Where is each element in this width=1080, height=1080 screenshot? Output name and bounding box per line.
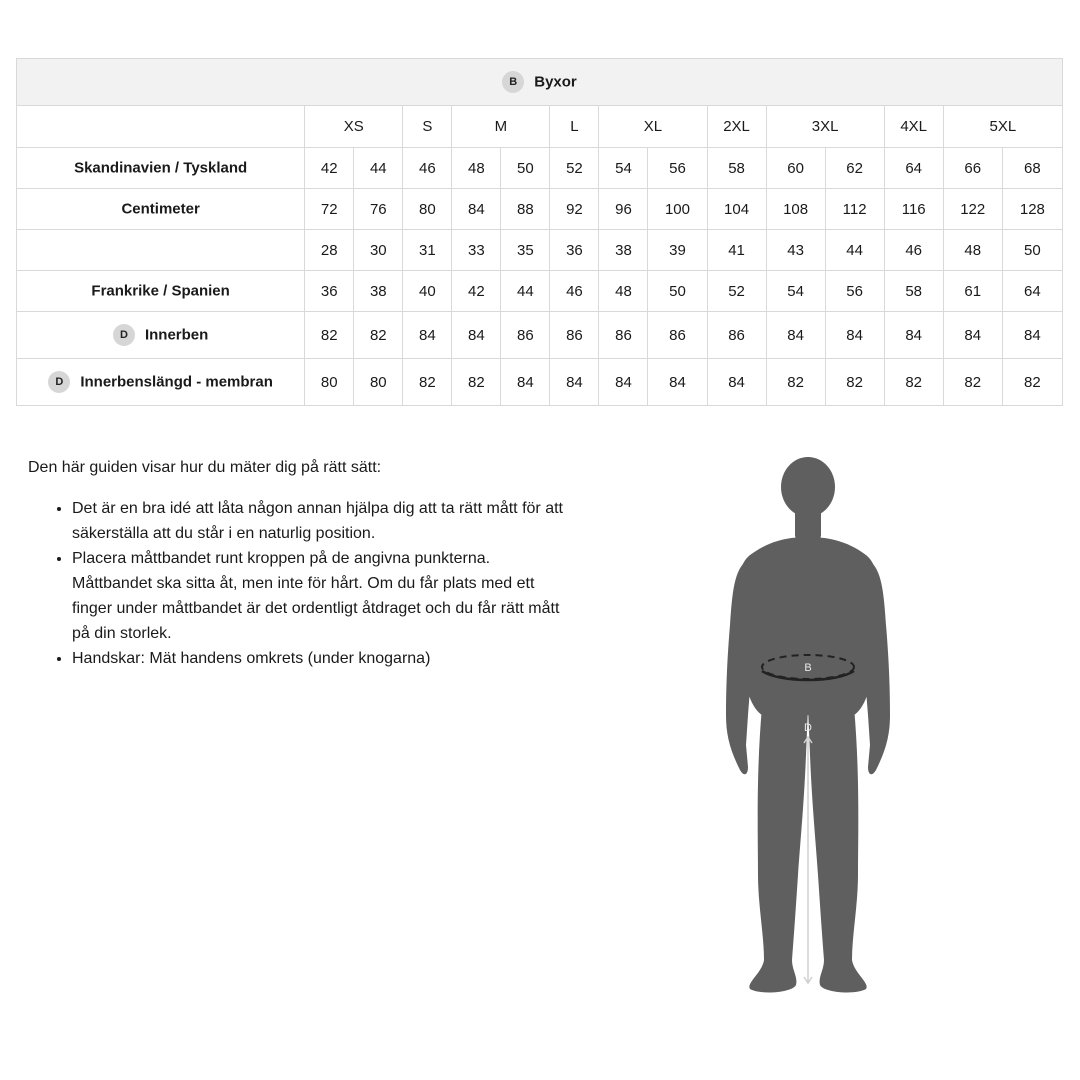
table-cell: 100 (648, 189, 707, 230)
table-cell: 38 (354, 271, 403, 312)
table-cell: 56 (825, 271, 884, 312)
table-cell: 48 (452, 148, 501, 189)
table-cell: 86 (501, 312, 550, 359)
row-badge: D (48, 371, 70, 393)
table-cell: 84 (1002, 312, 1062, 359)
table-cell: 80 (354, 359, 403, 406)
table-cell: 64 (1002, 271, 1062, 312)
table-cell: 36 (550, 230, 599, 271)
table-title-row (17, 59, 1063, 106)
row-label: Frankrike / Spanien (91, 282, 230, 300)
row-label-cell (17, 359, 305, 406)
table-cell: 56 (648, 148, 707, 189)
size-header-l: L (550, 106, 599, 148)
table-row (17, 230, 1063, 271)
table-cell: 50 (1002, 230, 1062, 271)
table-cell: 52 (707, 271, 766, 312)
table-cell: 43 (766, 230, 825, 271)
table-cell: 88 (501, 189, 550, 230)
size-header-5xl: 5XL (943, 106, 1062, 148)
table-cell: 52 (550, 148, 599, 189)
row-label: Centimeter (121, 200, 200, 218)
measuring-guide (28, 455, 568, 671)
guide-item: • Det är en bra idé att låta någon annan hjälpa dig att ta rätt mått för att säkerställa att du står i en naturlig position. (72, 496, 568, 546)
table-cell: 50 (648, 271, 707, 312)
table-cell: 48 (943, 230, 1002, 271)
table-cell: 96 (599, 189, 648, 230)
table-cell: 84 (452, 312, 501, 359)
table-cell: 84 (884, 312, 943, 359)
table-cell: 60 (766, 148, 825, 189)
table-cell: 86 (648, 312, 707, 359)
row-label-cell (17, 312, 305, 359)
table-cell: 82 (403, 359, 452, 406)
waist-marker: B (804, 662, 812, 674)
row-label-cell (17, 230, 305, 271)
table-cell: 82 (1002, 359, 1062, 406)
size-header-2xl: 2XL (707, 106, 766, 148)
table-cell: 86 (550, 312, 599, 359)
table-cell: 54 (766, 271, 825, 312)
table-cell: 66 (943, 148, 1002, 189)
table-cell: 112 (825, 189, 884, 230)
row-badge: D (113, 324, 135, 346)
size-header-s: S (403, 106, 452, 148)
body-measurement-figure (700, 445, 920, 1005)
table-cell: 82 (884, 359, 943, 406)
table-cell: 82 (943, 359, 1002, 406)
table-cell: 48 (599, 271, 648, 312)
table-cell: 82 (825, 359, 884, 406)
table-cell: 28 (305, 230, 354, 271)
table-body (17, 148, 1063, 406)
table-cell: 30 (354, 230, 403, 271)
table-cell: 42 (305, 148, 354, 189)
table-cell: 84 (825, 312, 884, 359)
table-cell: 84 (501, 359, 550, 406)
row-label-cell (17, 148, 305, 189)
table-cell: 82 (452, 359, 501, 406)
table-cell: 44 (501, 271, 550, 312)
table-cell: 33 (452, 230, 501, 271)
inseam-marker: D (804, 722, 812, 734)
table-cell: 128 (1002, 189, 1062, 230)
row-label: Innerbenslängd - membran (80, 373, 273, 391)
table-cell: 41 (707, 230, 766, 271)
table-row (17, 359, 1063, 406)
table-cell: 86 (599, 312, 648, 359)
table-cell: 80 (403, 189, 452, 230)
table-row (17, 312, 1063, 359)
table-cell: 84 (648, 359, 707, 406)
size-table (16, 58, 1063, 406)
table-cell: 50 (501, 148, 550, 189)
table-cell: 80 (305, 359, 354, 406)
table-cell: 38 (599, 230, 648, 271)
table-cell: 84 (707, 359, 766, 406)
table-row (17, 148, 1063, 189)
table-cell: 42 (452, 271, 501, 312)
table-cell: 84 (943, 312, 1002, 359)
table-cell: 31 (403, 230, 452, 271)
row-label-cell (17, 271, 305, 312)
table-cell: 39 (648, 230, 707, 271)
size-header-3xl: 3XL (766, 106, 884, 148)
guide-intro: Den här guiden visar hur du mäter dig på rätt sätt: (28, 459, 382, 476)
size-header-xl: XL (599, 106, 707, 148)
table-title-cell (17, 59, 1063, 106)
guide-list (28, 496, 568, 671)
guide-item: • Handskar: Mät handens omkrets (under knogarna) (72, 646, 568, 671)
table-cell: 64 (884, 148, 943, 189)
size-header-xs: XS (305, 106, 403, 148)
table-cell: 82 (766, 359, 825, 406)
size-header-4xl: 4XL (884, 106, 943, 148)
row-label: Skandinavien / Tyskland (74, 159, 248, 177)
table-cell: 58 (707, 148, 766, 189)
table-cell: 82 (305, 312, 354, 359)
table-cell: 62 (825, 148, 884, 189)
table-cell: 46 (403, 148, 452, 189)
table-cell: 36 (305, 271, 354, 312)
table-title: Byxor (534, 73, 577, 91)
table-cell: 58 (884, 271, 943, 312)
size-header-row (17, 106, 1063, 148)
table-cell: 86 (707, 312, 766, 359)
table-cell: 76 (354, 189, 403, 230)
guide-item: • Placera måttbandet runt kroppen på de angivna punkterna. Måttbandet ska sitta åt, men inte för hårt. Om du får plats med ett finger under måttbandet är det ordentligt åtdraget och du får rätt mått på din storlek. (72, 546, 568, 646)
size-header-m: M (452, 106, 550, 148)
table-cell: 46 (550, 271, 599, 312)
table-row (17, 189, 1063, 230)
table-cell: 82 (354, 312, 403, 359)
table-cell: 46 (884, 230, 943, 271)
table-cell: 108 (766, 189, 825, 230)
table-cell: 35 (501, 230, 550, 271)
table-cell: 61 (943, 271, 1002, 312)
table-cell: 116 (884, 189, 943, 230)
table-cell: 104 (707, 189, 766, 230)
table-cell: 84 (403, 312, 452, 359)
table-cell: 84 (599, 359, 648, 406)
size-header-empty (17, 106, 305, 148)
table-cell: 44 (354, 148, 403, 189)
table-cell: 54 (599, 148, 648, 189)
table-cell: 122 (943, 189, 1002, 230)
table-cell: 92 (550, 189, 599, 230)
table-cell: 84 (550, 359, 599, 406)
table-row (17, 271, 1063, 312)
table-cell: 84 (766, 312, 825, 359)
title-badge: B (502, 71, 524, 93)
table-cell: 44 (825, 230, 884, 271)
table-cell: 84 (452, 189, 501, 230)
table-cell: 68 (1002, 148, 1062, 189)
row-label-cell (17, 189, 305, 230)
table-cell: 72 (305, 189, 354, 230)
table-cell: 40 (403, 271, 452, 312)
row-label: Innerben (144, 326, 209, 344)
